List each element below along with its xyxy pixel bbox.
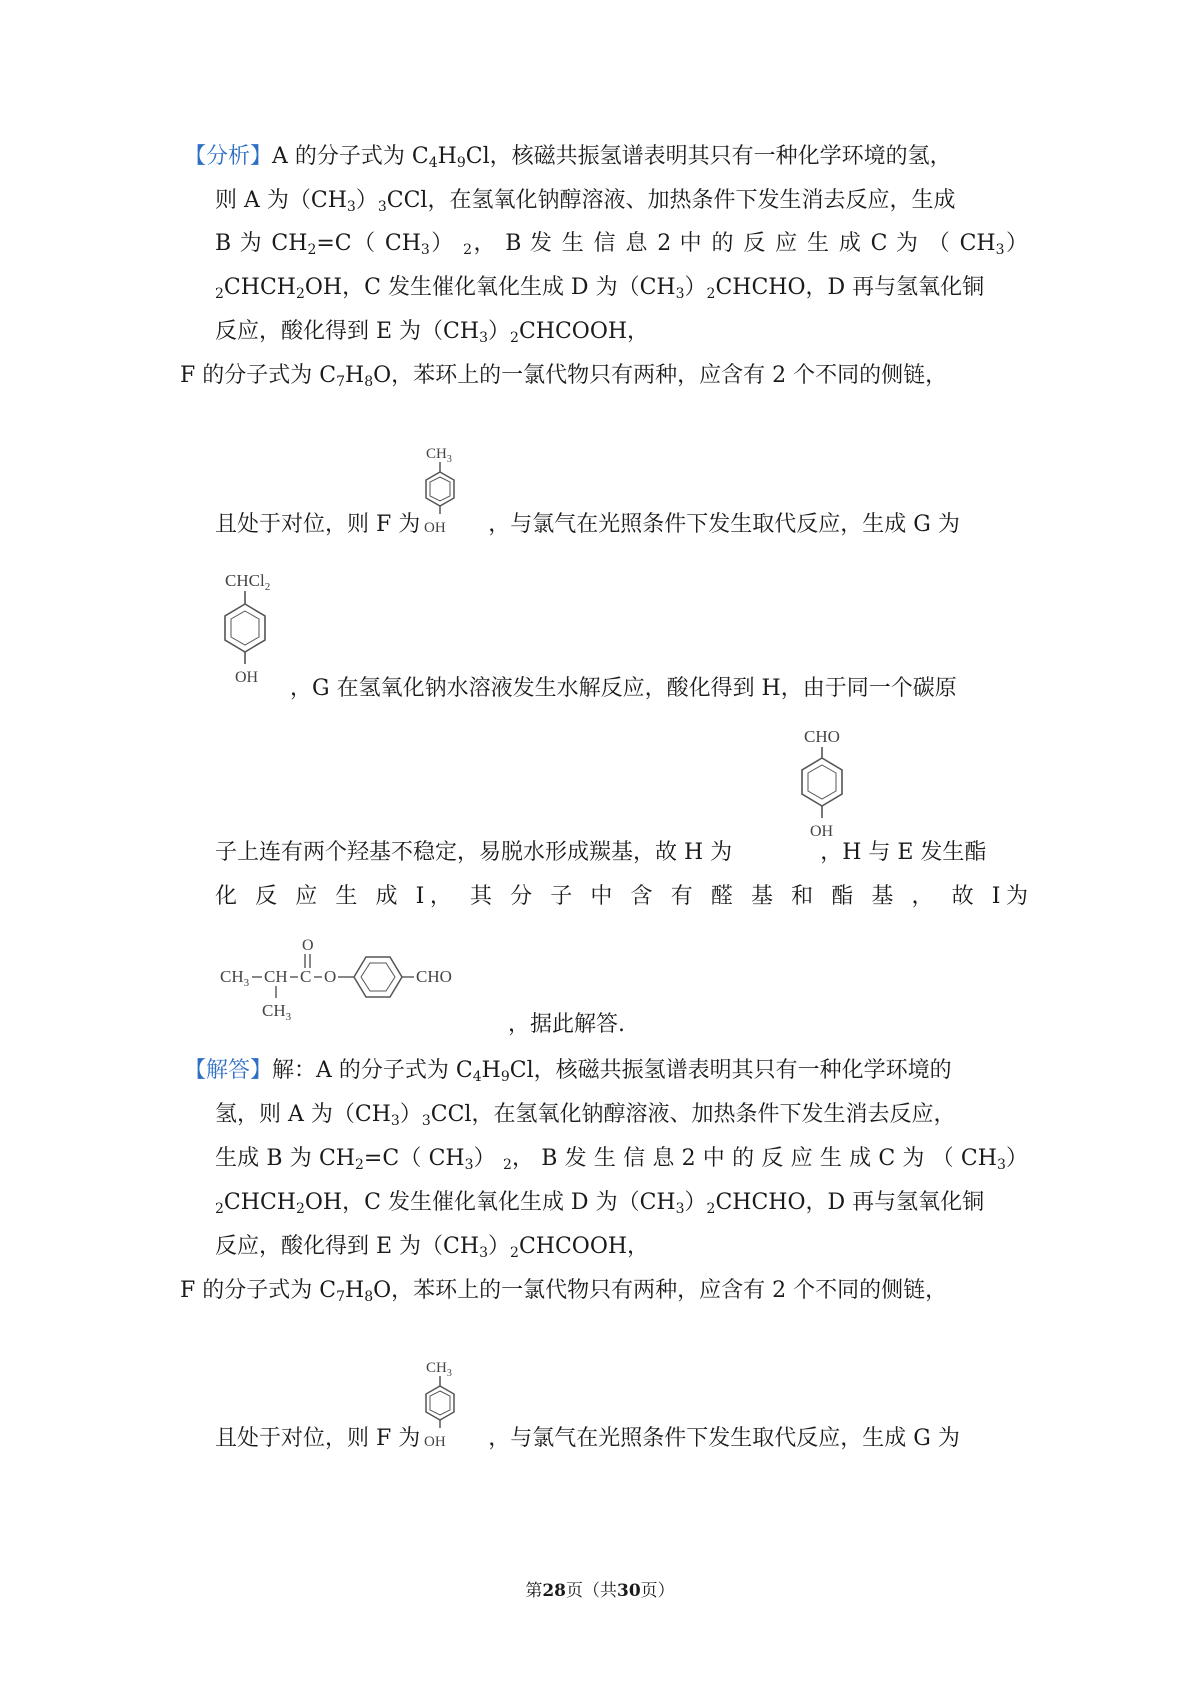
i-structure — [218, 930, 518, 1030]
answer-f-formula-line: F 的分子式为 $C_7H_8O$，苯环上的一氯代物只有两种，应含有 2 个不同的侧链， — [180, 1278, 948, 1305]
i-ch: CH — [264, 967, 288, 986]
page-total: 30 — [617, 1581, 641, 1601]
h-structure — [788, 722, 868, 857]
h-bottom-label: OH — [810, 823, 834, 840]
g-top-label: CHCl$_2$ — [225, 571, 271, 593]
f-top-label-2: $CH_3$ — [426, 1360, 452, 1379]
f-bottom-label: OH — [424, 520, 446, 536]
f-top-label: $CH_3$ — [426, 446, 452, 465]
answer-line-2: 氢，则 A 为$(CH_3)_3CCl$，在氢氧化钠醇溶液、加热条件下发生消去反应， — [215, 1102, 956, 1129]
analysis-f-formula-line: F 的分子式为 $C_7H_8O$，苯环上的一氯代物只有两种，应含有 2 个不同的侧链， — [180, 363, 948, 390]
analysis-line-3: B 为 $CH_2=C$（ $CH_3$） $_2$， B 发 生 信 息 2 中 的 反 应 生 成 C 为 （ $CH_3$） — [215, 231, 1028, 258]
analysis-line-5: 反应，酸化得到 E 为$(CH_3)_2CHCOOH$， — [215, 319, 650, 346]
analysis-i-line: 化 反 应 生 成 I， 其 分 子 中 含 有 醛 基 和 酯 基 ， 故 I为 — [215, 884, 1028, 909]
i-cho: CHO — [416, 967, 452, 986]
answer-line-1: 【解答】解：A 的分子式为 $C_4H_9Cl$，核磁共振氢谱表明其只有一种化学环境的 — [184, 1058, 952, 1085]
analysis-line-1: 【分析】A 的分子式为 $C_4H_9Cl$，核磁共振氢谱表明其只有一种化学环境的氢， — [184, 144, 952, 171]
i-c: C — [300, 967, 312, 986]
i-ester-o: O — [324, 967, 337, 986]
analysis-f-is-line: 且处于对位，则 F 为 ，与氯气在光照条件下发生取代反应，生成 G 为 — [215, 512, 960, 537]
answer-f-is-line: 且处于对位，则 F 为 ，与氯气在光照条件下发生取代反应，生成 G 为 — [215, 1426, 960, 1451]
analysis-g-line: ，G 在氢氧化钠水溶液发生水解反应，酸化得到 H，由于同一个碳原 — [290, 676, 957, 701]
i-ch3-branch: $CH_3$ — [262, 1001, 292, 1023]
analysis-line-4: $_2CHCH_2OH$，C 发生催化氧化生成 D 为$(CH_3)_2CHCHO$，D 再与氢氧化铜 — [215, 275, 985, 302]
analysis-h-line: 子上连有两个羟基不稳定，易脱水形成羰基，故 H 为 ，H 与 E 发生酯 — [215, 840, 987, 865]
f-bottom-label-2: OH — [424, 1434, 446, 1450]
page-footer: 第28页（共30页） — [525, 1581, 675, 1601]
g-bottom-label: OH — [235, 669, 259, 686]
analysis-line-2: 则 A 为$(CH_3)_3CCl$，在氢氧化钠醇溶液、加热条件下发生消去反应，生成 — [215, 188, 956, 215]
answer-line-5: 反应，酸化得到 E 为$(CH_3)_2CHCOOH$， — [215, 1234, 650, 1261]
page-number: 28 — [542, 1581, 566, 1601]
analysis-i-end: ，据此解答. — [508, 1012, 625, 1037]
analysis-tag: 【分析】 — [184, 144, 273, 169]
answer-line-3: 生成 B 为 $CH_2=C$（ $CH_3$） $_2$， B 发 生 信 息 2 中 的 反 应 生 成 C 为 （ $CH_3$） — [215, 1146, 1028, 1173]
i-ch3-left: $CH_3$ — [220, 967, 250, 989]
answer-line-4: $_2CHCH_2OH$，C 发生催化氧化生成 D 为$(CH_3)_2CHCHO$，D 再与氢氧化铜 — [215, 1190, 985, 1217]
h-top-label: CHO — [804, 727, 840, 746]
i-carbonyl-o: O — [302, 937, 314, 954]
answer-tag: 【解答】 — [184, 1058, 273, 1083]
g-structure — [213, 566, 293, 706]
